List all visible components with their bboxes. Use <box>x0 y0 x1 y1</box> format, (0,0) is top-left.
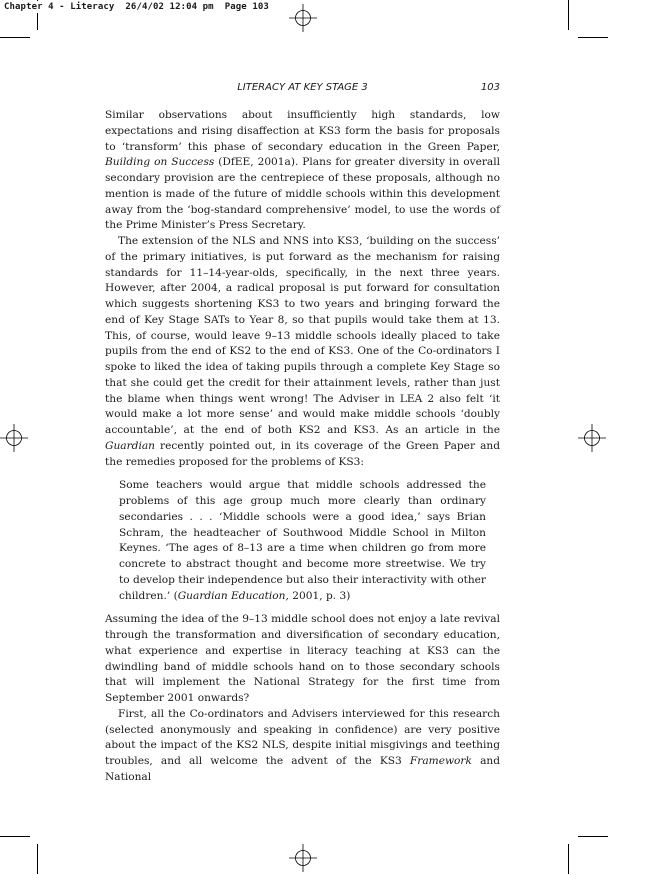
quote-text: Some teachers would argue that middle schools addressed the problems of this age group much more clearly than ordinary secondaries . . . ‘Middle schools were a good idea,’ says Brian Schram, the headteacher of Southwood Middle School in Milton Keynes. ‘The ages of 8–13 are a time when children go from more concrete to abstract thought and become more streetwise. We try to develop their independence but also their interactivity with other children.’ (Guardian Education, 2001, p. 3) <box>119 479 486 602</box>
block-quote <box>119 478 486 604</box>
body-text <box>105 108 500 786</box>
crop-mark-bottom-right-horizontal <box>578 836 608 837</box>
registration-mark-top-icon <box>285 0 321 36</box>
quote-source: Guardian Education, <box>177 589 289 602</box>
printer-slug: Chapter 4 - Literacy 26/4/02 12:04 pm Page 103 <box>4 2 269 12</box>
registration-mark-left-middle-icon <box>0 420 32 456</box>
crop-mark-bottom-right-vertical <box>568 844 569 874</box>
page-number: 103 <box>480 82 500 93</box>
crop-mark-top-left-horizontal <box>0 37 30 38</box>
paragraph-2: The extension of the NLS and NNS into KS3, ‘building on the success’ of the primary initiatives, is put forward as the mechanism for raising standards for 11–14-year-olds, specifically, in the next three years. However, after 2004, a radical proposal is put forward for consultation which suggests shortening KS3 to two years and bringing forward the end of Key Stage SATs to Year 8, so that pupils would take them at 13. This, of course, would leave 9–13 middle schools ideally placed to take pupils from the end of KS2 to the end of KS3. One of the Co-ordinators I spoke to liked the idea of taking pupils through a complete Key Stage so that she could get the credit for their attainment levels, rather than just the blame when things went wrong! The Adviser in LEA 2 also felt ‘it would make a lot more sense’ and would make middle schools ‘doubly accountable’, at the end of both KS2 and KS3. As an article in the Guardian recently pointed out, in its coverage of the Green Paper and the remedies proposed for the problems of KS3: <box>105 235 500 468</box>
paragraph-1: Similar observations about insufficiently high standards, low expectations and rising disaffection at KS3 form the basis for proposals to ‘transform’ this phase of secondary education in the Green Paper, Building on Success (DfEE, 2001a). Plans for greater diversity in overall secondary provision are the centrepiece of these proposals, although no mention is made of the future of middle schools within this development away from the ‘bog-standard comprehensive’ model, to use the words of the Prime Minister’s Press Secretary. <box>105 109 500 232</box>
crop-mark-top-right-vertical <box>568 0 569 30</box>
book-title: Building on Success <box>105 156 215 169</box>
paragraph-3: Assuming the idea of the 9–13 middle school does not enjoy a late revival through the transformation and diversification of secondary education, what experience and expertise in literacy teaching at KS3 can the dwindling band of middle schools hand on to those secondary schools that will implement the National Strategy for the first time from September 2001 onwards? <box>105 613 500 704</box>
crop-mark-top-right-horizontal <box>578 37 608 38</box>
crop-mark-bottom-left-horizontal <box>0 836 30 837</box>
crop-mark-bottom-left-vertical <box>37 844 38 874</box>
registration-mark-bottom-icon <box>285 840 321 876</box>
registration-mark-right-middle-icon <box>574 420 610 456</box>
running-title: LITERACY AT KEY STAGE 3 <box>237 82 368 93</box>
framework-title: Framework <box>409 755 472 767</box>
newspaper-title: Guardian <box>105 439 155 452</box>
paragraph-4: First, all the Co-ordinators and Advisers interviewed for this research (selected anonymously and speaking in confidence) are very positive about the impact of the KS2 NLS, despite initial misgivings and teething troubles, and all welcome the advent of the KS3 Framework and National <box>105 707 500 783</box>
